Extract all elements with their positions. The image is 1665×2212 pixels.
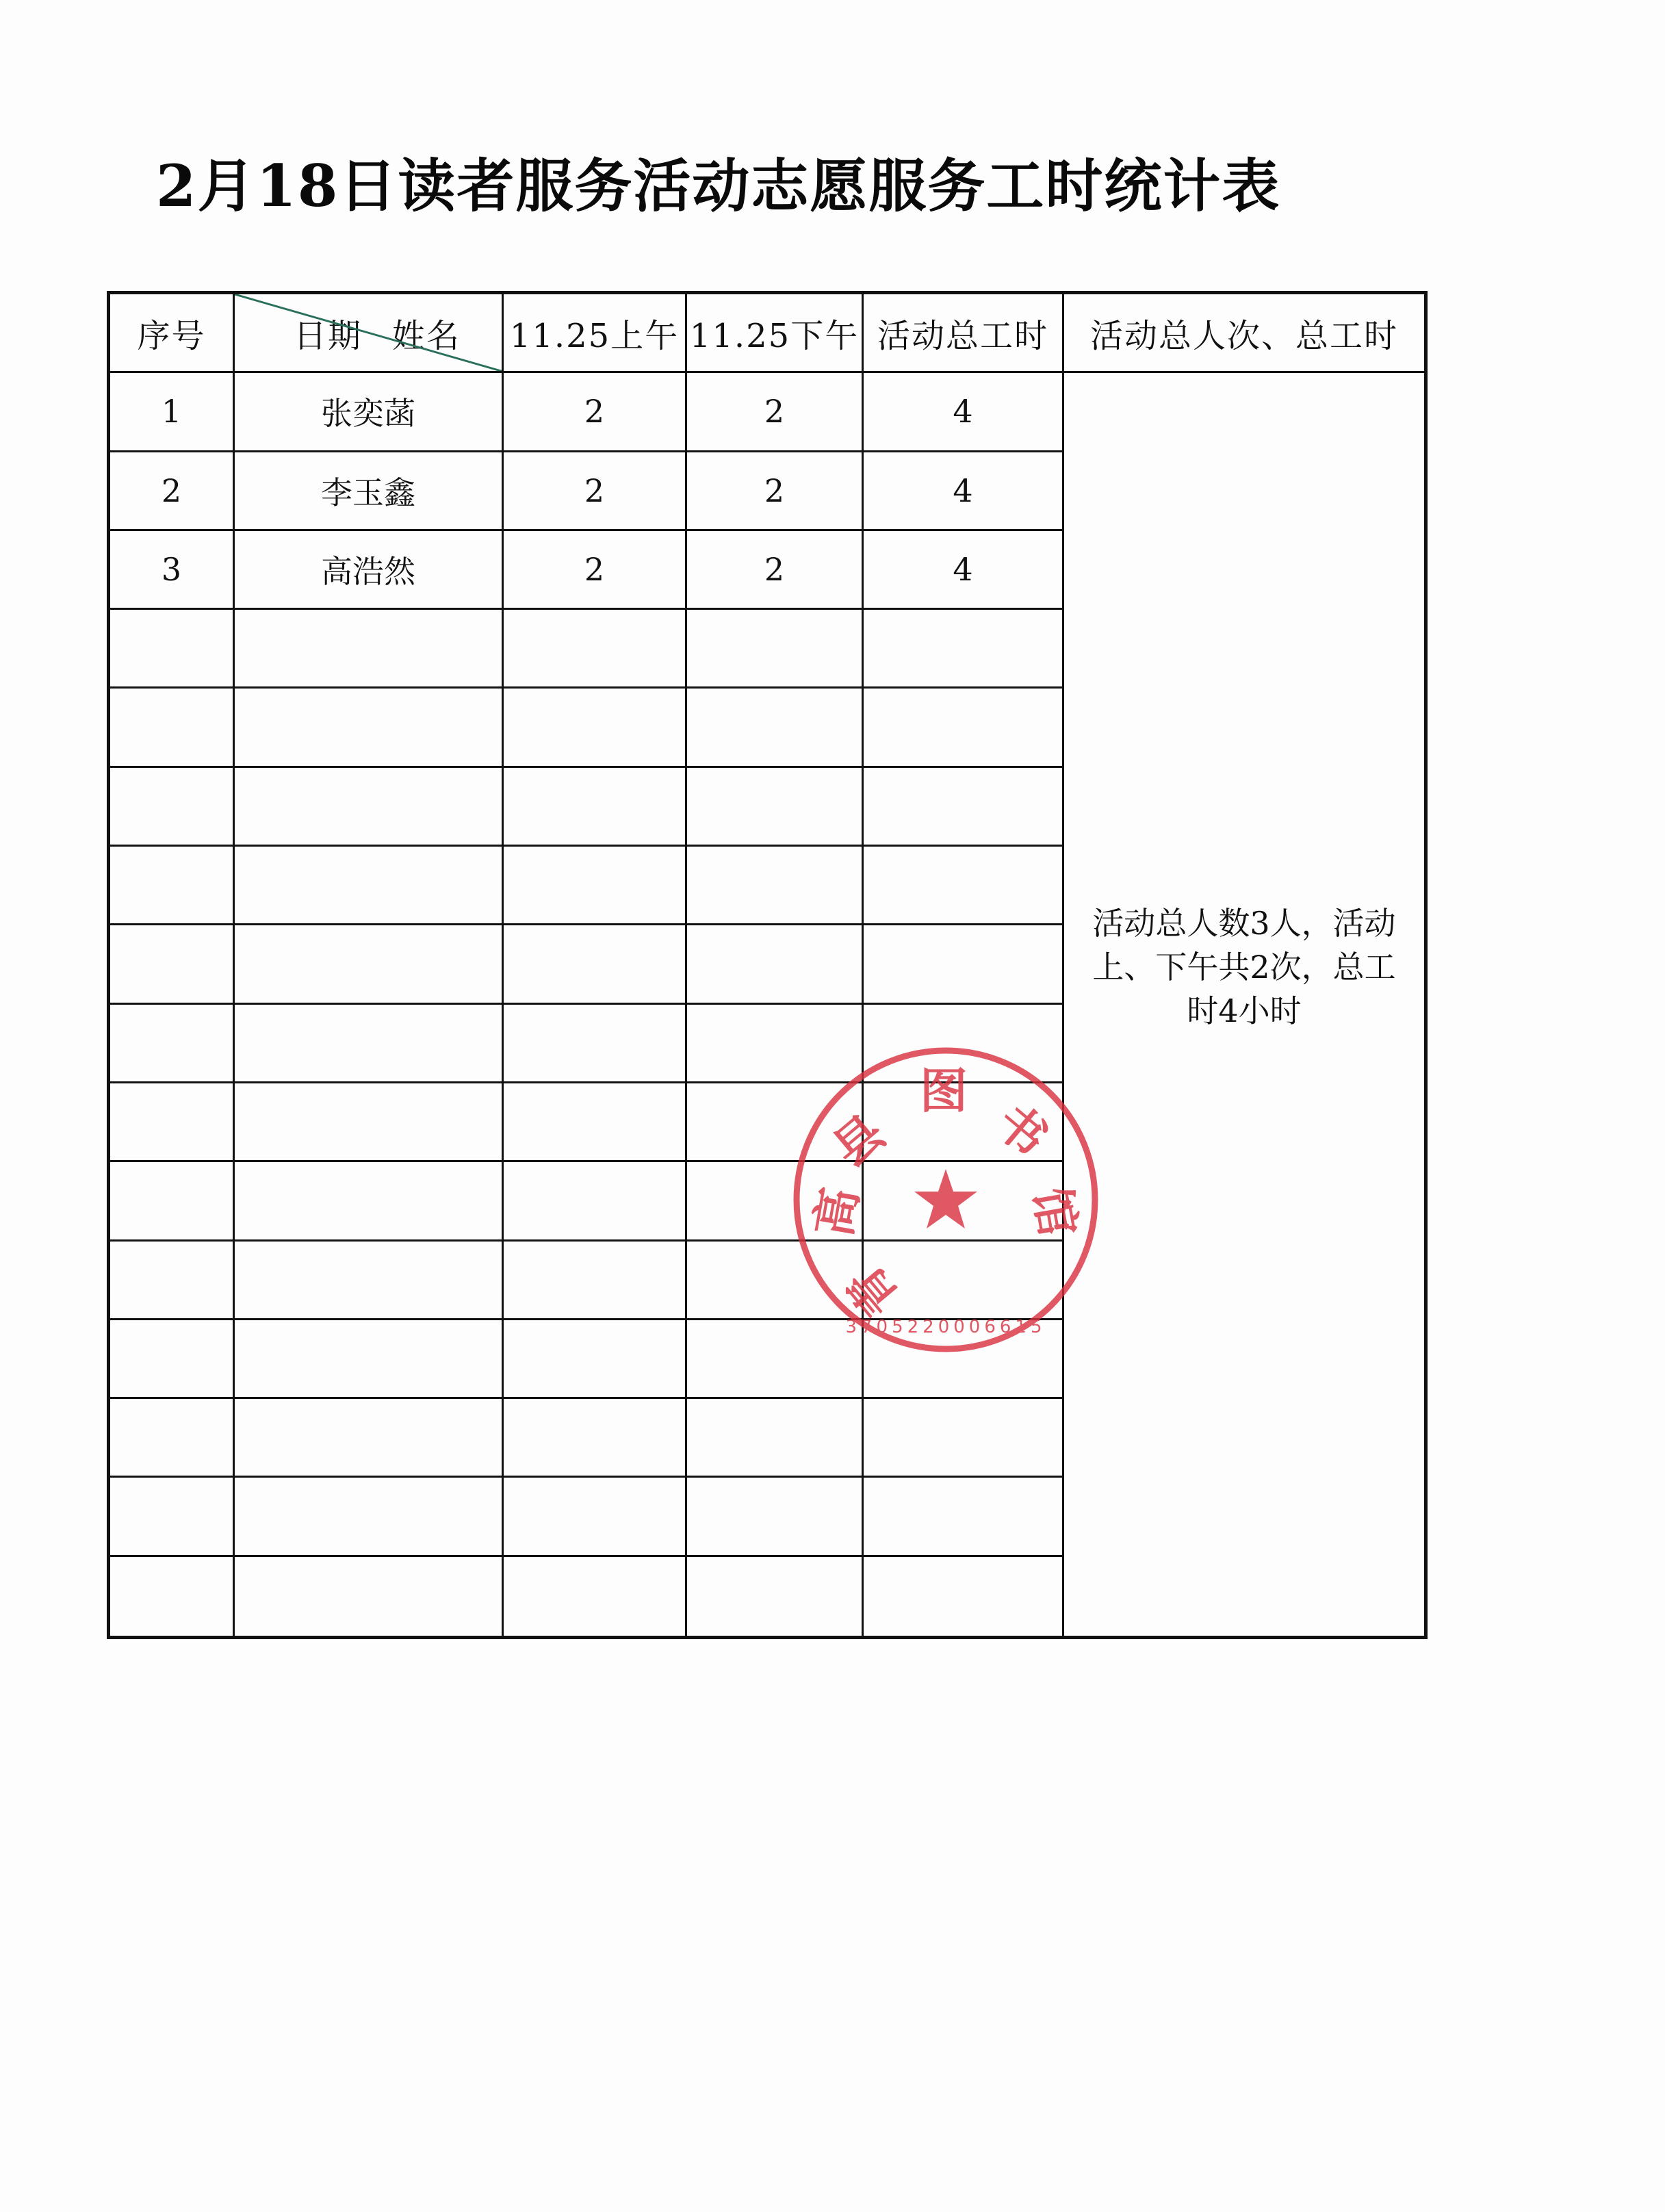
cell-name bbox=[235, 1478, 504, 1556]
header-date-name bbox=[235, 294, 504, 373]
volunteer-hours-table bbox=[107, 291, 1428, 1639]
header-date: 日期 bbox=[294, 316, 363, 355]
cell-index bbox=[110, 1478, 235, 1556]
cell-afternoon bbox=[687, 768, 864, 847]
seal-char-4: 馆 bbox=[1022, 1183, 1087, 1241]
cell-name bbox=[235, 689, 504, 767]
header-total-hours: 活动总工时 bbox=[864, 294, 1064, 373]
cell-index bbox=[110, 1162, 235, 1241]
cell-name bbox=[235, 1005, 504, 1083]
cell-total bbox=[864, 1478, 1064, 1556]
cell-afternoon bbox=[687, 1083, 864, 1162]
cell-name bbox=[235, 847, 504, 925]
cell-total: 4 bbox=[864, 531, 1064, 610]
cell-total bbox=[864, 925, 1064, 1004]
cell-morning bbox=[504, 1399, 687, 1478]
cell-index: 3 bbox=[110, 531, 235, 610]
cell-morning bbox=[504, 768, 687, 847]
cell-afternoon bbox=[687, 1557, 864, 1636]
cell-morning bbox=[504, 1242, 687, 1320]
cell-index bbox=[110, 925, 235, 1004]
header-name: 姓名 bbox=[391, 316, 461, 355]
cell-morning bbox=[504, 1557, 687, 1636]
cell-index bbox=[110, 1005, 235, 1083]
cell-name bbox=[235, 1557, 504, 1636]
seal-char-6: 青 bbox=[836, 1254, 911, 1328]
header-morning: 11.25上午 bbox=[504, 294, 687, 373]
cell-name bbox=[235, 1083, 504, 1162]
cell-morning bbox=[504, 1478, 687, 1556]
header-total-people: 活动总人次、总工时 bbox=[1064, 294, 1424, 373]
cell-name bbox=[235, 1320, 504, 1399]
seal-code: 3705220006615 bbox=[845, 1317, 1046, 1337]
cell-total bbox=[864, 1399, 1064, 1478]
summary-cell bbox=[1064, 373, 1424, 1636]
cell-name bbox=[235, 1242, 504, 1320]
cell-total: 4 bbox=[864, 373, 1064, 452]
cell-name: 张奕菡 bbox=[235, 373, 504, 452]
cell-morning bbox=[504, 1083, 687, 1162]
cell-name bbox=[235, 768, 504, 847]
cell-index bbox=[110, 1557, 235, 1636]
table-grid bbox=[110, 294, 1424, 1636]
seal-char-5: 高 bbox=[804, 1183, 869, 1241]
cell-morning: 2 bbox=[504, 531, 687, 610]
summary-line-2: 上、下午共2次，总工 bbox=[1092, 948, 1396, 986]
summary-line-1: 活动总人数3人，活动 bbox=[1092, 904, 1396, 942]
page-title: 2月18日读者服务活动志愿服务工时统计表 bbox=[156, 152, 1281, 220]
cell-name: 高浩然 bbox=[235, 531, 504, 610]
cell-afternoon bbox=[687, 1399, 864, 1478]
cell-total bbox=[864, 768, 1064, 847]
header-afternoon: 11.25下午 bbox=[687, 294, 864, 373]
cell-morning bbox=[504, 1005, 687, 1083]
cell-total bbox=[864, 689, 1064, 767]
cell-afternoon bbox=[687, 1320, 864, 1399]
cell-afternoon: 2 bbox=[687, 373, 864, 452]
cell-total bbox=[864, 1005, 1064, 1083]
cell-afternoon bbox=[687, 1478, 864, 1556]
cell-total bbox=[864, 610, 1064, 689]
cell-index bbox=[110, 689, 235, 767]
cell-afternoon bbox=[687, 610, 864, 689]
cell-name bbox=[235, 1162, 504, 1241]
cell-morning bbox=[504, 847, 687, 925]
diagonal-line bbox=[235, 294, 502, 371]
cell-morning bbox=[504, 689, 687, 767]
cell-total bbox=[864, 1557, 1064, 1636]
cell-index bbox=[110, 1399, 235, 1478]
cell-afternoon bbox=[687, 689, 864, 767]
cell-morning: 2 bbox=[504, 373, 687, 452]
cell-total bbox=[864, 847, 1064, 925]
cell-name bbox=[235, 1399, 504, 1478]
cell-index: 1 bbox=[110, 373, 235, 452]
cell-afternoon bbox=[687, 1162, 864, 1241]
cell-index bbox=[110, 768, 235, 847]
seal-char-2: 图 bbox=[920, 1062, 968, 1119]
cell-afternoon bbox=[687, 925, 864, 1004]
cell-total bbox=[864, 1320, 1064, 1399]
cell-total bbox=[864, 1242, 1064, 1320]
cell-morning bbox=[504, 1162, 687, 1241]
seal-char-1: 县 bbox=[822, 1103, 896, 1179]
cell-index: 2 bbox=[110, 452, 235, 531]
cell-total bbox=[864, 1083, 1064, 1162]
seal-char-3: 书 bbox=[985, 1092, 1059, 1168]
cell-afternoon: 2 bbox=[687, 452, 864, 531]
cell-name bbox=[235, 610, 504, 689]
cell-index bbox=[110, 1242, 235, 1320]
cell-afternoon bbox=[687, 847, 864, 925]
cell-morning bbox=[504, 610, 687, 689]
cell-index bbox=[110, 1083, 235, 1162]
cell-name bbox=[235, 925, 504, 1004]
cell-index bbox=[110, 847, 235, 925]
cell-morning bbox=[504, 925, 687, 1004]
header-index: 序号 bbox=[110, 294, 235, 373]
cell-index bbox=[110, 610, 235, 689]
cell-total: 4 bbox=[864, 452, 1064, 531]
cell-morning bbox=[504, 1320, 687, 1399]
cell-morning: 2 bbox=[504, 452, 687, 531]
cell-afternoon bbox=[687, 1242, 864, 1320]
cell-total bbox=[864, 1162, 1064, 1241]
summary-line-3: 时4小时 bbox=[1187, 992, 1302, 1029]
cell-afternoon: 2 bbox=[687, 531, 864, 610]
cell-index bbox=[110, 1320, 235, 1399]
cell-name: 李玉鑫 bbox=[235, 452, 504, 531]
cell-afternoon bbox=[687, 1005, 864, 1083]
